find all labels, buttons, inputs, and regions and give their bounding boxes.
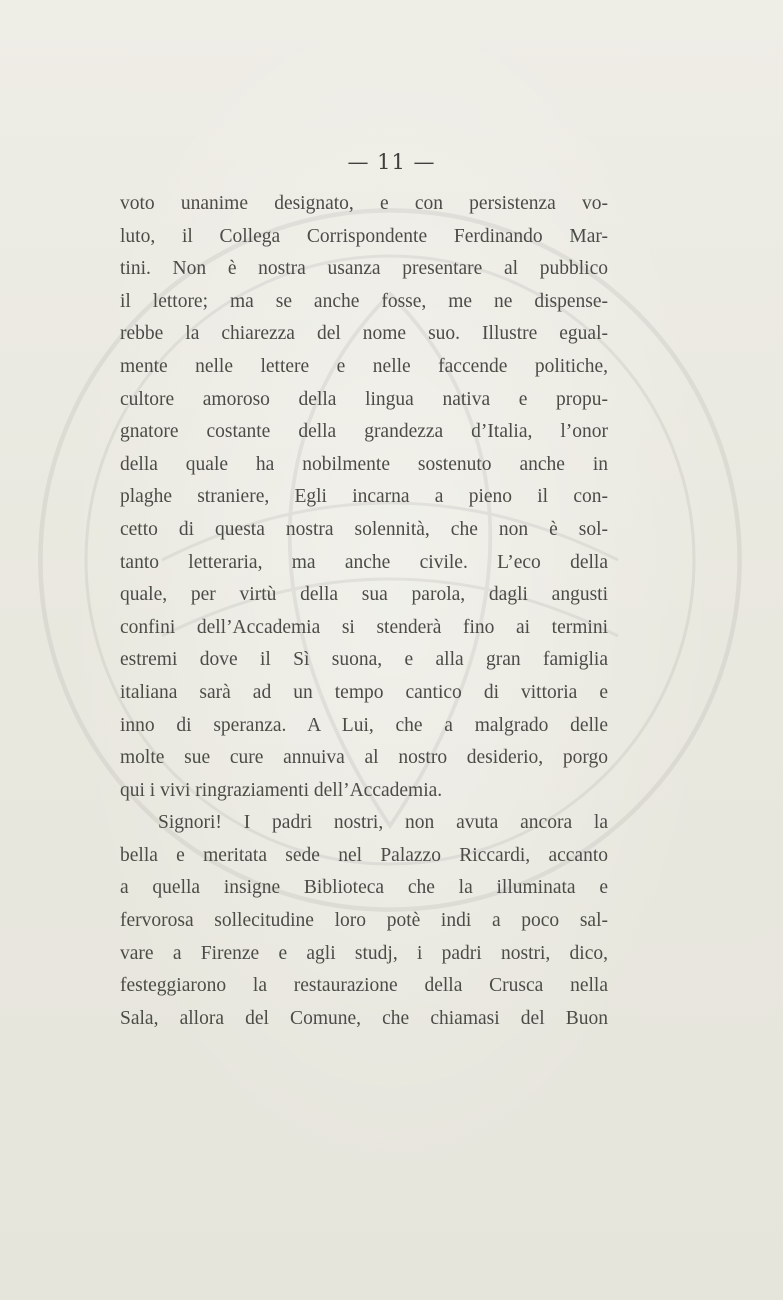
text-line: quale, per virtù della sua parola, dagli angusti <box>120 584 608 606</box>
text-line: cetto di questa nostra solennità, che non è sol- <box>120 518 608 540</box>
text-line: festeggiarono la restaurazione della Crusca nella <box>120 975 608 997</box>
text-line: della quale ha nobilmente sostenuto anche in <box>120 453 608 475</box>
text-line: inno di speranza. A Lui, che a malgrado delle <box>120 714 608 736</box>
text-line: estremi dove il Sì suona, e alla gran famiglia <box>120 649 608 671</box>
text-line: plaghe straniere, Egli incarna a pieno il con- <box>120 486 608 508</box>
text-line: gnatore costante della grandezza d’Italia, l’onor <box>120 421 608 443</box>
text-line: luto, il Collega Corrispondente Ferdinando Mar- <box>120 225 608 247</box>
text-line: rebbe la chiarezza del nome suo. Illustre egual- <box>120 323 608 345</box>
text-line: tini. Non è nostra usanza presentare al pubblico <box>120 258 608 280</box>
text-line: vare a Firenze e agli studj, i padri nostri, dico, <box>120 942 608 964</box>
page-number: — 11 — <box>347 150 436 174</box>
text-line: il lettore; ma se anche fosse, me ne dispense- <box>120 290 608 312</box>
text-line: bella e meritata sede nel Palazzo Riccardi, accanto <box>120 844 608 866</box>
text-line-paragraph-start: Signori! I padri nostri, non avuta ancora la <box>158 812 608 834</box>
text-line: tanto letteraria, ma anche civile. L’eco della <box>120 551 608 573</box>
text-line-paragraph-end: qui i vivi ringraziamenti dell’Accademia. <box>120 779 443 801</box>
text-line: italiana sarà ad un tempo cantico di vittoria e <box>120 681 608 703</box>
text-line: mente nelle lettere e nelle faccende politiche, <box>120 355 608 377</box>
text-line: molte sue cure annuiva al nostro desiderio, porgo <box>120 747 608 769</box>
text-line: cultore amoroso della lingua nativa e propu- <box>120 388 608 410</box>
text-line: confini dell’Accademia si stenderà fino ai termini <box>120 616 608 638</box>
body-text <box>120 188 608 1035</box>
text-line: a quella insigne Biblioteca che la illuminata e <box>120 877 608 899</box>
text-line: fervorosa sollecitudine loro potè indi a poco sal- <box>120 910 608 932</box>
text-line: voto unanime designato, e con persistenza vo- <box>120 193 608 214</box>
text-line: Sala, allora del Comune, che chiamasi del Buon <box>120 1007 608 1029</box>
